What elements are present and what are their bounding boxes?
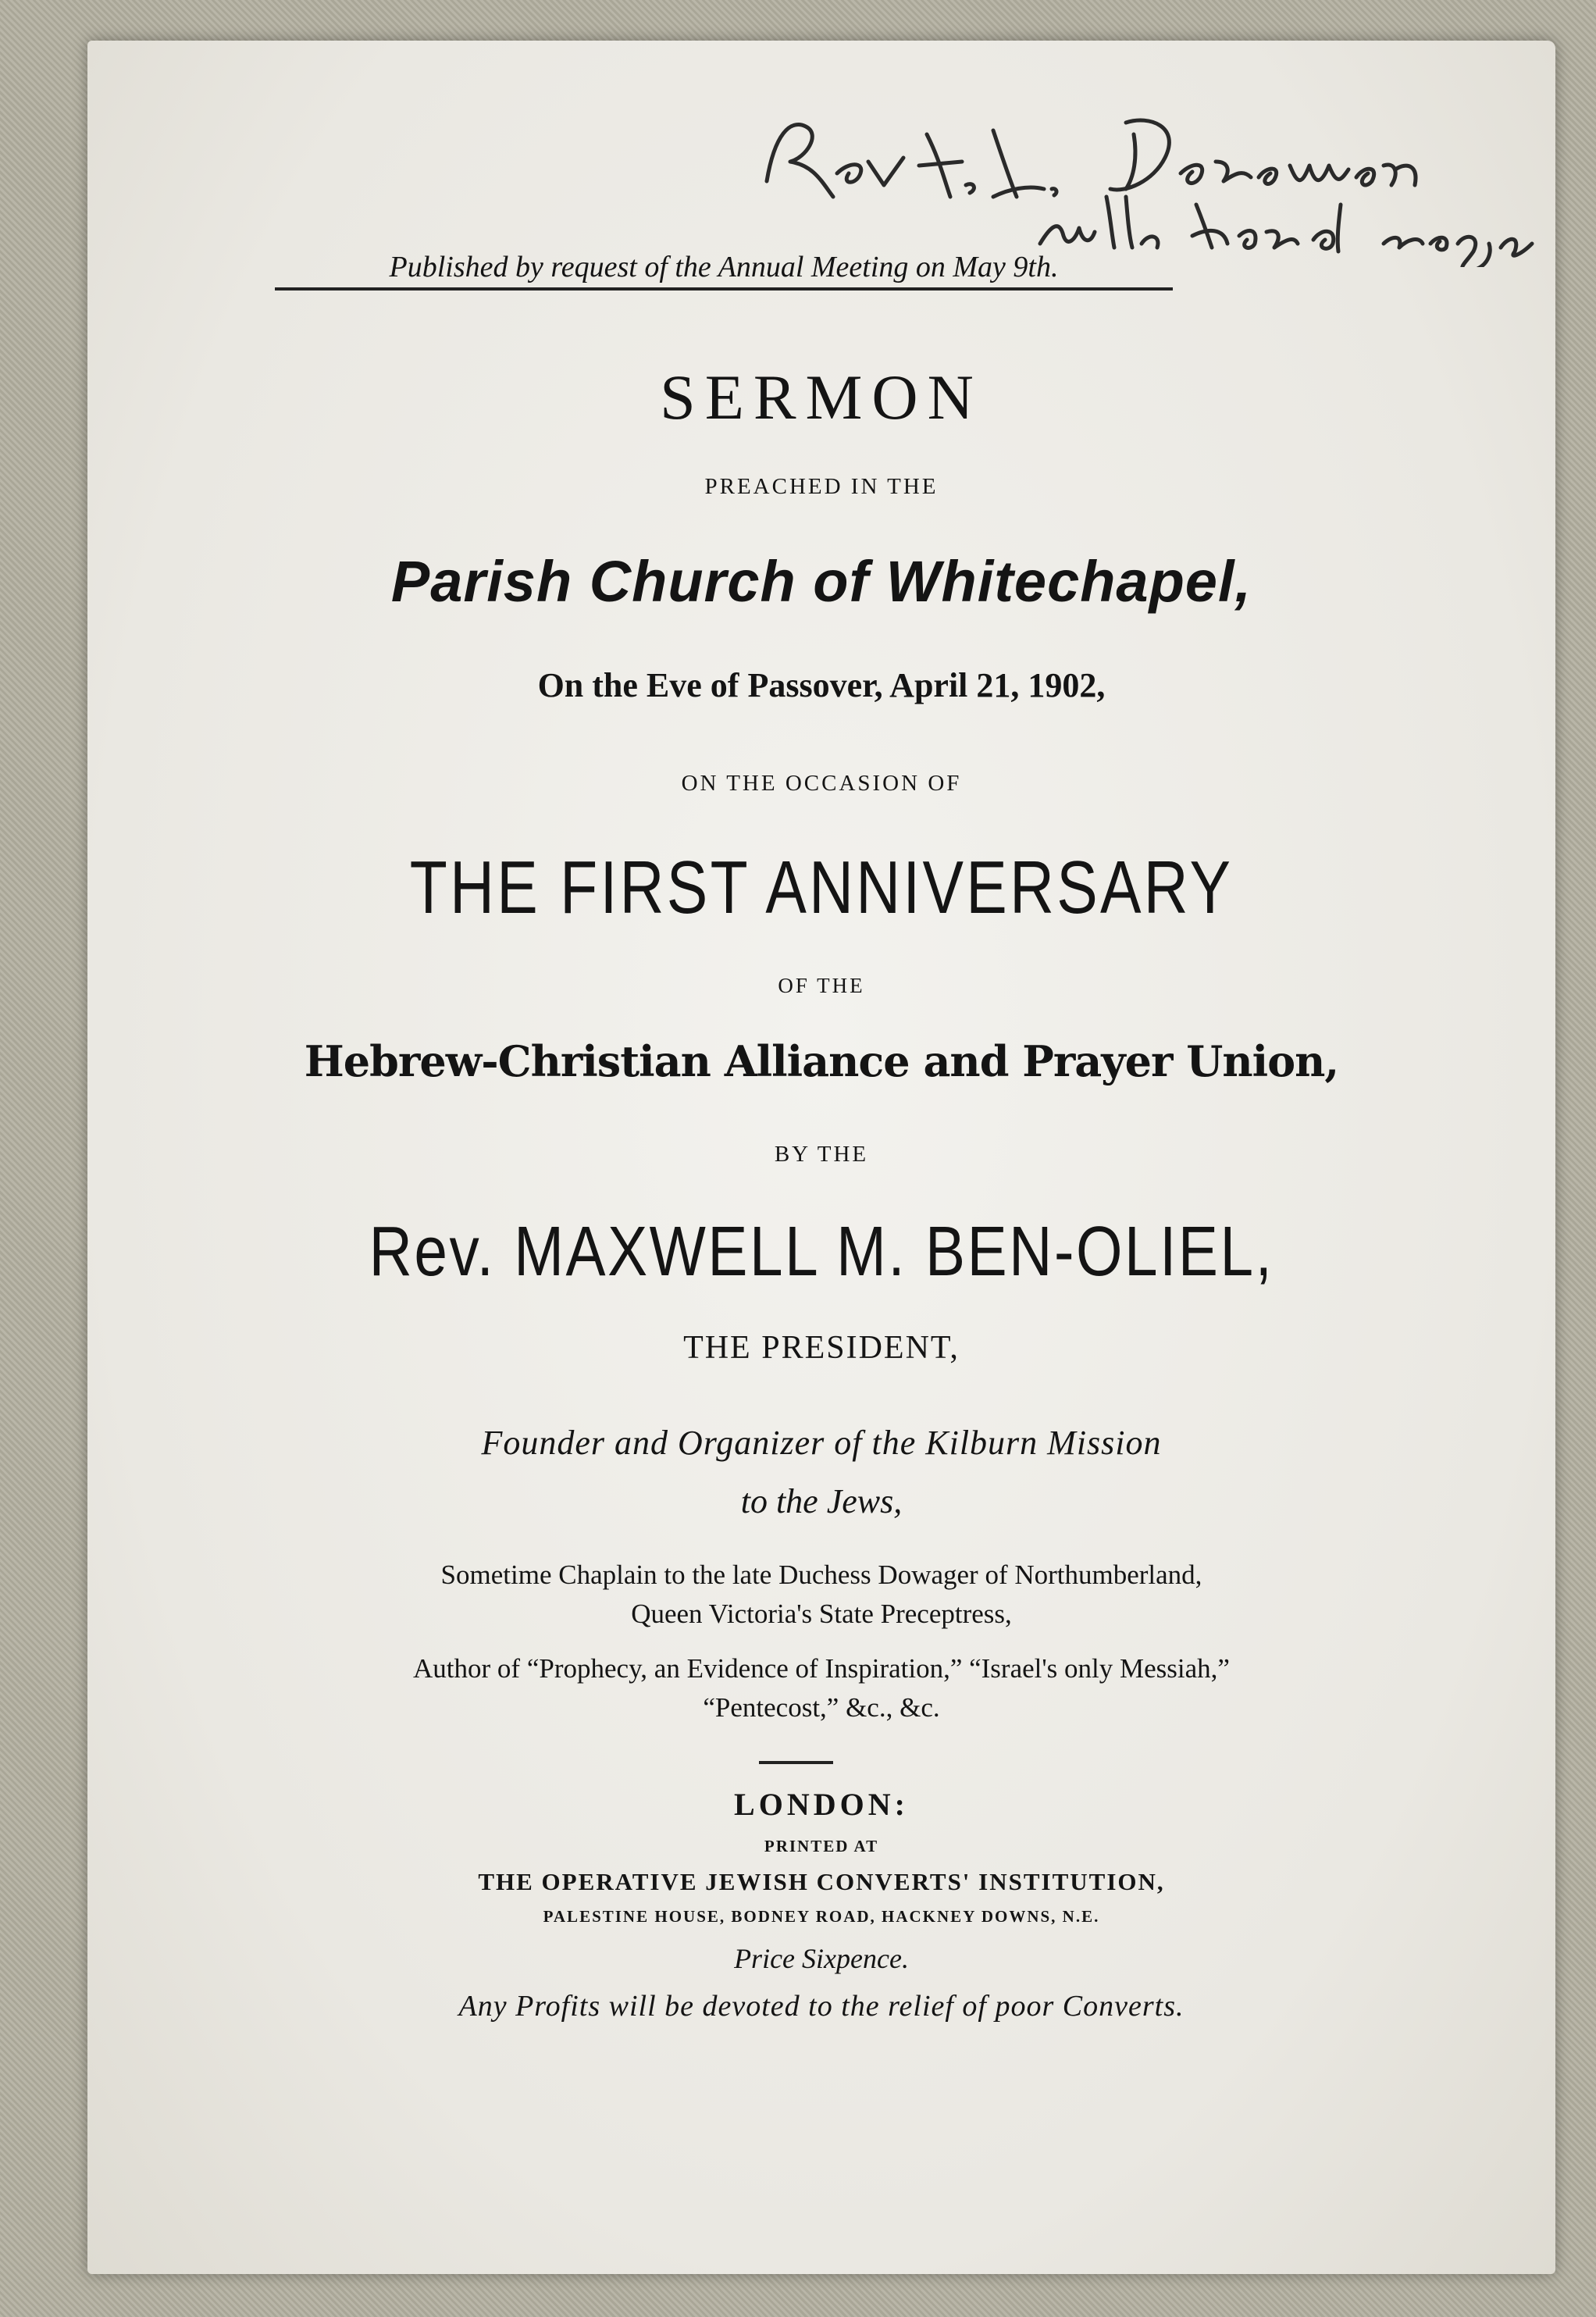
occasion-line: ON THE OCCASION OF	[681, 771, 962, 796]
founder-line-2: to the Jews,	[740, 1482, 903, 1520]
document-title: SERMON	[660, 362, 983, 433]
printer-name: THE OPERATIVE JEWISH CONVERTS' INSTITUTION,	[478, 1868, 1165, 1895]
handwritten-inscription-drawing	[759, 87, 1540, 267]
alliance-name: Hebrew-Christian Alliance and Prayer Union,	[304, 1036, 1339, 1086]
price-line: Price Sixpence.	[734, 1943, 909, 1974]
chaplain-line-2: Queen Victoria's State Preceptress,	[631, 1599, 1012, 1629]
handwritten-inscription	[759, 87, 1540, 267]
chaplain-line-1: Sometime Chaplain to the late Duchess Dowager of Northumberland,	[440, 1560, 1202, 1590]
anniversary-heading: THE FIRST ANNIVERSARY	[409, 846, 1234, 929]
founder-line-1: Founder and Organizer of the Kilburn Mission	[481, 1424, 1162, 1462]
author-role: THE PRESIDENT,	[683, 1330, 960, 1366]
date-line: On the Eve of Passover, April 21, 1902,	[537, 666, 1106, 704]
imprint-city: LONDON:	[734, 1787, 909, 1822]
church-name: Parish Church of Whitechapel,	[390, 549, 1252, 614]
of-the-line: OF THE	[778, 974, 865, 997]
profits-note: Any Profits will be devoted to the relief of poor Converts.	[458, 1990, 1185, 2023]
preached-in-line: PREACHED IN THE	[704, 474, 939, 499]
printer-address: PALESTINE HOUSE, BODNEY ROAD, HACKNEY DOWNS, N.E.	[543, 1907, 1100, 1926]
by-the-line: BY THE	[774, 1142, 869, 1167]
author-name: Rev. MAXWELL M. BEN-OLIEL,	[369, 1213, 1274, 1291]
divider	[759, 1761, 833, 1764]
pamphlet-cover	[87, 41, 1555, 2274]
works-line-2: “Pentecost,” &c., &c.	[703, 1692, 940, 1723]
works-line-1: Author of “Prophecy, an Evidence of Inspiration,” “Israel's only Messiah,”	[413, 1653, 1230, 1684]
publication-note: Published by request of the Annual Meeting on May 9th.	[275, 250, 1173, 291]
printed-at-line: PRINTED AT	[764, 1837, 879, 1855]
